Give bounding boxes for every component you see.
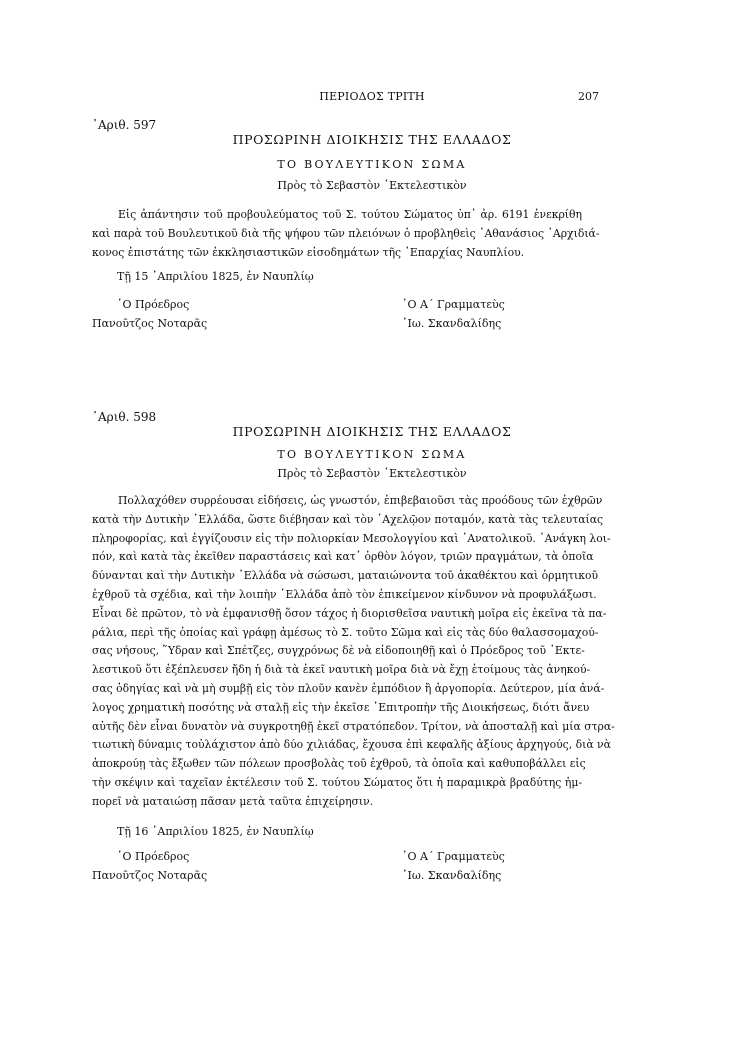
body-line: πορεῖ νὰ ματαιώσῃ πᾶσαν μετὰ ταῦτα ἐπιχείρησιν. [92, 794, 374, 808]
body-line: Πολλαχόθεν συρρέουσαι εἰδήσεις, ὡς γνωστόν, ἐπιβεβαιοῦσι τὰς προόδους τῶν ἐχθρῶν [118, 494, 603, 507]
body-line: κατὰ τὴν Δυτικὴν ῾Ελλάδα, ὥστε διέβησαν καὶ τὸν ᾿Αχελῷον ποταμόν, κατὰ τὰς τελευταίας [92, 512, 604, 526]
doc-date: Τῇ 15 ᾿Απριλίου 1825, ἐν Ναυπλίῳ [117, 270, 314, 283]
body-line: πόν, καὶ κατὰ τὰς ἐκεῖθεν παραστάσεις καὶ κατ᾿ ὀρθὸν λόγον, τριῶν πραγμάτων, τὰ ὁποῖα [92, 550, 594, 564]
body-line: κονος ἐπιστάτης τῶν ἐκκλησιαστικῶν εἰσοδημάτων τῆς ᾿Επαρχίας Ναυπλίου. [92, 245, 525, 259]
body-line: καὶ παρὰ τοῦ Βουλευτικοῦ διὰ τῆς ψήφου τῶν πλειόνων ὁ προβληθεὶς ᾿Αθανάσιος ᾿Αρχιδιά- [92, 226, 600, 240]
body-line: δύνανται καὶ τὴν Δυτικὴν ῾Ελλάδα νὰ σώσωσι, ματαιώνοντα τοῦ ἀκαθέκτου καὶ ὁρμητικοῦ [92, 569, 599, 583]
signature-secretary-name: ᾿Ιω. Σκανδαλίδης [402, 317, 502, 330]
signature-president-title: ῾Ο Πρόεδρος [117, 850, 190, 863]
doc-number: ᾿Αριθ. 598 [92, 410, 157, 424]
doc-heading: ΠΡΟΣΩΡΙΝΗ ΔΙΟΙΚΗΣΙΣ ΤΗΣ ΕΛΛΑΔΟΣ [232, 424, 512, 439]
doc-subheading: ΤΟ ΒΟΥΛΕΥΤΙΚΟΝ ΣΩΜΑ [277, 158, 467, 171]
doc-number: ᾿Αριθ. 597 [92, 118, 157, 132]
page-number: 207 [578, 90, 599, 103]
body-line: τιωτικὴ δύναμις τοὐλάχιστον ἀπὸ δύο χιλιάδας, ἔχουσα ἐπὶ κεφαλῆς ἀξίους ἀρχηγούς, διὰ νὰ [92, 738, 611, 752]
doc-addressee: Πρὸς τὸ Σεβαστὸν ᾿Εκτελεστικὸν [277, 179, 467, 192]
body-line: Εἶναι δὲ πρῶτον, τὸ νὰ ἐμφανισθῇ ὅσον τάχος ἡ διορισθεῖσα ναυτικὴ μοῖρα εἰς ἐκεῖνα τὰ πα- [92, 606, 607, 620]
body-line: Εἰς ἀπάντησιν τοῦ προβουλεύματος τοῦ Σ. τούτου Σώματος ὑπ᾿ ἀρ. 6191 ἐνεκρίθη [118, 208, 582, 221]
signature-secretary-title: ῾Ο Α΄ Γραμματεὺς [402, 850, 505, 863]
body-line: λεστικοῦ ὅτι ἐξέπλευσεν ἤδη ἡ διὰ τὰ ἐκεῖ ναυτικὴ μοῖρα διὰ νὰ ἔχῃ ἑτοίμους τὰς ἀνηκού- [92, 663, 591, 677]
doc-body [92, 206, 600, 262]
body-line: λογος χρηματικὴ ποσότης νὰ σταλῇ εἰς τὴν ἐκεῖσε ᾿Επιτροπὴν τῆς Διοικήσεως, διότι ἄνευ [92, 700, 590, 714]
doc-addressee: Πρὸς τὸ Σεβαστὸν ᾿Εκτελεστικὸν [277, 467, 467, 480]
body-line: ράλια, περὶ τῆς ὁποίας καὶ γράφῃ ἀμέσως τὸ Σ. τοῦτο Σῶμα καὶ εἰς τὰς δύο θαλασσομαχού- [92, 625, 599, 639]
doc-date: Τῇ 16 ᾿Απριλίου 1825, ἐν Ναυπλίῳ [117, 825, 314, 838]
body-line: σας ὁδηγίας καὶ νὰ μὴ συμβῇ εἰς τὸν πλοῦν κανὲν ἐμπόδιον ἢ ἀργοπορία. Δεύτερον, μία ἀνά- [92, 681, 605, 695]
signature-president-title: ῾Ο Πρόεδρος [117, 298, 190, 311]
body-line: ἀποκρούῃ τὰς ἔξωθεν τῶν πόλεων προσβολὰς τοῦ ἐχθροῦ, τὰ ὁποῖα καὶ καθυποβάλλει εἰς [92, 757, 586, 771]
body-line: πληροφορίας, καὶ ἐγγίζουσιν εἰς τὴν πολιορκίαν Μεσολογγίου καὶ ᾿Ανατολικοῦ. ᾿Ανάγκη λοι- [92, 531, 611, 545]
signature-president-name: Πανοῦτζος Νοταρᾶς [92, 317, 208, 330]
body-line: τὴν σκέψιν καὶ ταχεῖαν ἐκτέλεσιν τοῦ Σ. τούτου Σώματος ὅτι ἡ παραμικρὰ βραδύτης ἠμ- [92, 775, 582, 789]
signature-secretary-title: ῾Ο Α΄ Γραμματεὺς [402, 298, 505, 311]
doc-heading: ΠΡΟΣΩΡΙΝΗ ΔΙΟΙΚΗΣΙΣ ΤΗΣ ΕΛΛΑΔΟΣ [232, 132, 512, 147]
body-line: ἐχθροῦ τὰ σχέδια, καὶ τὴν λοιπὴν ῾Ελλάδα ἀπὸ τὸν ἐπικείμενον κίνδυνον νὰ προφυλάξωσι. [92, 587, 597, 601]
signature-secretary-name: ᾿Ιω. Σκανδαλίδης [402, 869, 502, 882]
doc-body [92, 492, 615, 812]
doc-subheading: ΤΟ ΒΟΥΛΕΥΤΙΚΟΝ ΣΩΜΑ [277, 448, 467, 461]
body-line: σας νήσους, ῞Υδραν καὶ Σπέτζες, συγχρόνως δὲ νὰ εἰδοποιηθῇ καὶ ὁ Πρόεδρος τοῦ ᾿Εκτε- [92, 644, 585, 658]
signature-president-name: Πανοῦτζος Νοταρᾶς [92, 869, 208, 882]
body-line: αὐτῆς δὲν εἶναι δυνατὸν νὰ συγκροτηθῇ ἐκεῖ στρατόπεδον. Τρίτον, νὰ ἀποσταλῇ καὶ μία στρα- [92, 719, 615, 733]
running-header: ΠΕΡΙΟΔΟΣ ΤΡΙΤΗ [319, 90, 425, 103]
